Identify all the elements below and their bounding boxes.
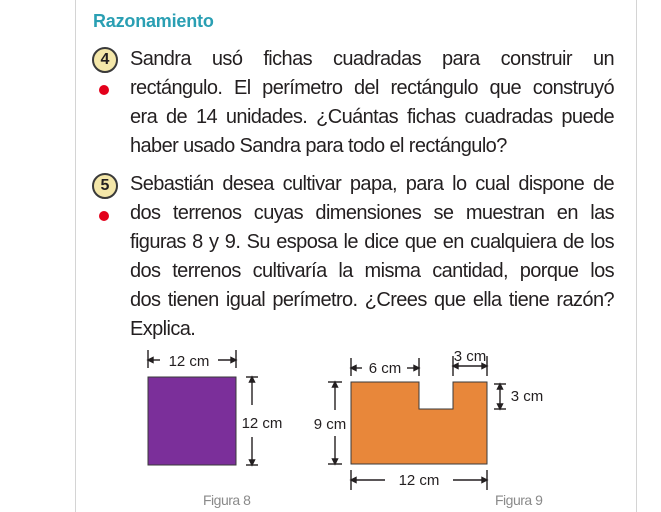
figure-8-arrow-right xyxy=(231,358,236,363)
problem-number-badge: 4 xyxy=(92,47,118,73)
figure-9 xyxy=(328,356,506,490)
problem-4-line-4: haber usado Sandra para todo el rectángulo? xyxy=(130,135,507,157)
figure-8-arrow-bottom xyxy=(250,460,255,465)
problem-5-line-3: figuras 8 y 9. Su esposa le dice que en cualquiera de los xyxy=(130,231,614,253)
figure-9-arrow-i xyxy=(351,478,356,483)
figure-9-arrow-b xyxy=(414,366,419,371)
problem-5-line-6: Explica. xyxy=(130,318,196,340)
problem-5-line-4: dos terrenos cultivaría la misma cantidad, porque los xyxy=(130,260,614,282)
figure-8-arrow-left xyxy=(148,358,153,363)
figure-9-arrow-j xyxy=(482,478,487,483)
problem-4-line-2: rectángulo. El perímetro del rectángulo que construyó xyxy=(130,77,614,99)
problem-5-line-2: dos terrenos cuyas dimensiones se muestran en las xyxy=(130,202,614,224)
problem-4-line-1: Sandra usó fichas cuadradas para construir un xyxy=(130,48,614,70)
figure-8-square xyxy=(148,377,236,465)
figure-9-arrow-f xyxy=(498,404,503,409)
figure-8-height-label: 12 cm xyxy=(241,415,283,432)
figure-9-arrow-a xyxy=(351,366,356,371)
figure-9-arrow-e xyxy=(498,384,503,389)
problem-number-badge: 5 xyxy=(92,173,118,199)
figure-8-width-label: 12 cm xyxy=(168,353,210,370)
figure-9-bottom-label: 12 cm xyxy=(398,472,440,489)
figure-9-height-label: 9 cm xyxy=(313,416,347,433)
section-title: Razonamiento xyxy=(93,11,214,31)
figure-9-arrow-h xyxy=(333,459,338,464)
problem-5-line-1: Sebastián desea cultivar papa, para lo cual dispone de xyxy=(130,173,614,195)
figure-9-notch-depth-label: 3 cm xyxy=(510,388,544,405)
problem-5-line-5: dos tienen igual perímetro. ¿Crees que ella tiene razón? xyxy=(130,289,614,311)
figure-9-left-top-label: 6 cm xyxy=(368,360,402,377)
figure-9-shape xyxy=(351,382,487,464)
problem-4-line-3: era de 14 unidades. ¿Cuántas fichas cuadradas puede xyxy=(130,106,614,128)
figure-8-arrow-top xyxy=(250,377,255,382)
figure-9-caption: Figura 9 xyxy=(495,492,543,508)
figure-8-caption: Figura 8 xyxy=(203,492,251,508)
figure-9-notch-width-label: 3 cm xyxy=(453,348,487,365)
figure-9-arrow-g xyxy=(333,382,338,387)
